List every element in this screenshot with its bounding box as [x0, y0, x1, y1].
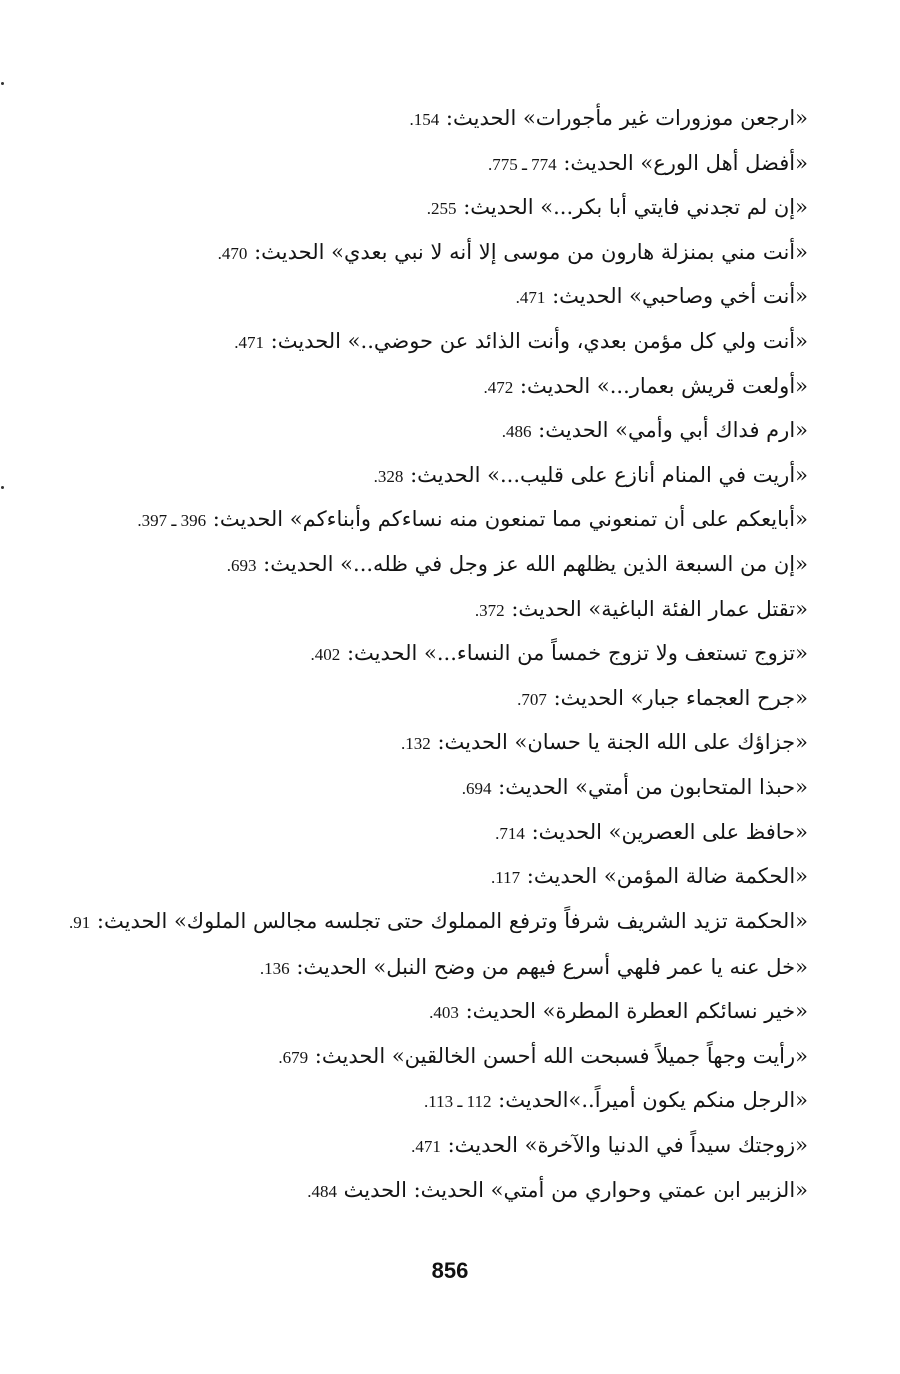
index-entry: [68, 141, 808, 186]
index-entry: [68, 676, 808, 721]
index-entry: [68, 899, 808, 945]
index-entry: [68, 854, 808, 899]
page-number: 856: [431, 1258, 469, 1283]
entry-text: «أنت ولي كل مؤمن بعدي، وأنت الذائد عن حوضي..» الحديث:: [270, 328, 808, 353]
entry-ref: 471.: [234, 332, 264, 352]
entry-ref: 470.: [217, 243, 248, 263]
entry-text: «جزاؤك على الله الجنة يا حسان» الحديث:: [437, 730, 808, 755]
entry-text: «أنت أخي وصاحبي» الحديث:: [552, 284, 808, 309]
index-entry: [68, 96, 808, 141]
index-entry: [68, 810, 808, 855]
entry-ref: 694.: [461, 778, 492, 798]
entry-text: «جرح العجماء جبار» الحديث:: [553, 685, 808, 710]
entry-ref: 403.: [429, 1003, 459, 1023]
entry-text: «أبايعكم على أن تمنعوني مما تمنعون منه نساءكم وأبناءكم» الحديث:: [212, 507, 808, 532]
entry-text: «خير نسائكم العطرة المطرة» الحديث:: [465, 999, 808, 1024]
entry-text: «زوجتك سيداً في الدنيا والآخرة» الحديث:: [447, 1133, 808, 1158]
entry-text: «حبذا المتحابون من أمتي» الحديث:: [498, 774, 808, 799]
index-entry: [68, 274, 808, 319]
index-entry: [68, 631, 808, 676]
index-entry: [68, 720, 808, 765]
entry-ref: 486.: [501, 422, 532, 442]
index-entry: [68, 185, 808, 230]
index-entry: [68, 497, 808, 542]
entry-ref: 396 ـ 397.: [137, 511, 207, 531]
entry-ref: 255.: [426, 199, 457, 219]
entry-text: «رأيت وجهاً جميلاً فسبحت الله أحسن الخالقين» الحديث:: [314, 1043, 808, 1068]
entry-ref: 472.: [483, 377, 514, 397]
entry-ref: 693.: [226, 555, 257, 575]
index-entry: [68, 1123, 808, 1168]
index-entry: [68, 945, 808, 990]
entry-text: «ارم فداك أبي وأمي» الحديث:: [538, 418, 808, 443]
scan-speck: [1, 486, 4, 489]
hadith-index-list: [68, 96, 808, 1212]
entry-text: «أريت في المنام أنازع على قليب...» الحديث:: [410, 462, 808, 487]
entry-text: «أولعت قريش بعمار...» الحديث:: [519, 373, 808, 398]
index-entry: [68, 1034, 808, 1079]
index-entry: [68, 408, 808, 453]
entry-ref: 714.: [495, 823, 525, 843]
entry-text: «الرجل منكم يكون أميراً..»الحديث:: [498, 1088, 808, 1113]
entry-ref: 774 ـ 775.: [487, 154, 557, 174]
entry-ref: 402.: [310, 645, 341, 665]
entry-ref: 679.: [278, 1047, 309, 1067]
index-entry: [68, 542, 808, 587]
entry-text: «حافظ على العصرين» الحديث:: [531, 819, 808, 844]
entry-ref: 136.: [259, 958, 290, 978]
entry-ref: 112 ـ 113.: [423, 1092, 492, 1112]
entry-ref: 707.: [517, 689, 547, 709]
index-entry: [68, 319, 808, 364]
entry-text: «الزبير ابن عمتي وحواري من أمتي» الحديث: الحديث: [343, 1177, 808, 1202]
entry-text: «ارجعن موزورات غير مأجورات» الحديث:: [445, 106, 808, 130]
index-entry: [68, 765, 808, 810]
index-entry: [68, 989, 808, 1034]
entry-text: «تزوج تستعف ولا تزوج خمساً من النساء...» الحديث:: [346, 641, 808, 666]
entry-ref: 132.: [401, 734, 431, 754]
entry-text: «الحكمة ضالة المؤمن» الحديث:: [526, 864, 808, 889]
entry-text: «الحكمة تزيد الشريف شرفاً وترفع المملوك حتى تجلسه مجالس الملوك» الحديث:: [96, 908, 808, 933]
index-entry: [68, 587, 808, 632]
entry-ref: 471.: [515, 288, 546, 308]
index-entry: [68, 1078, 808, 1123]
index-entry: [68, 364, 808, 409]
entry-ref: 154.: [409, 110, 440, 129]
entry-ref: 484.: [307, 1181, 337, 1201]
entry-ref: 91.: [68, 912, 91, 932]
index-entry: [68, 1168, 808, 1213]
entry-ref: 328.: [373, 466, 404, 486]
entry-text: «أنت مني بمنزلة هارون من موسى إلا أنه لا نبي بعدي» الحديث:: [254, 239, 808, 264]
entry-ref: 372.: [474, 600, 505, 620]
entry-ref: 471.: [411, 1137, 441, 1157]
entry-text: «أفضل أهل الورع» الحديث:: [563, 150, 808, 175]
entry-text: «إن لم تجدني فايتي أبا بكر...» الحديث:: [463, 195, 808, 220]
entry-text: «خل عنه يا عمر فلهي أسرع فيهم من وضح النبل» الحديث:: [296, 954, 808, 979]
index-entry: [68, 453, 808, 498]
entry-text: «تقتل عمار الفئة الباغية» الحديث:: [511, 596, 808, 621]
index-entry: [68, 230, 808, 275]
entry-text: «إن من السبعة الذين يظلهم الله عز وجل في ظله...» الحديث:: [263, 551, 808, 576]
entry-ref: 117.: [490, 868, 521, 888]
scan-speck: [1, 82, 4, 85]
